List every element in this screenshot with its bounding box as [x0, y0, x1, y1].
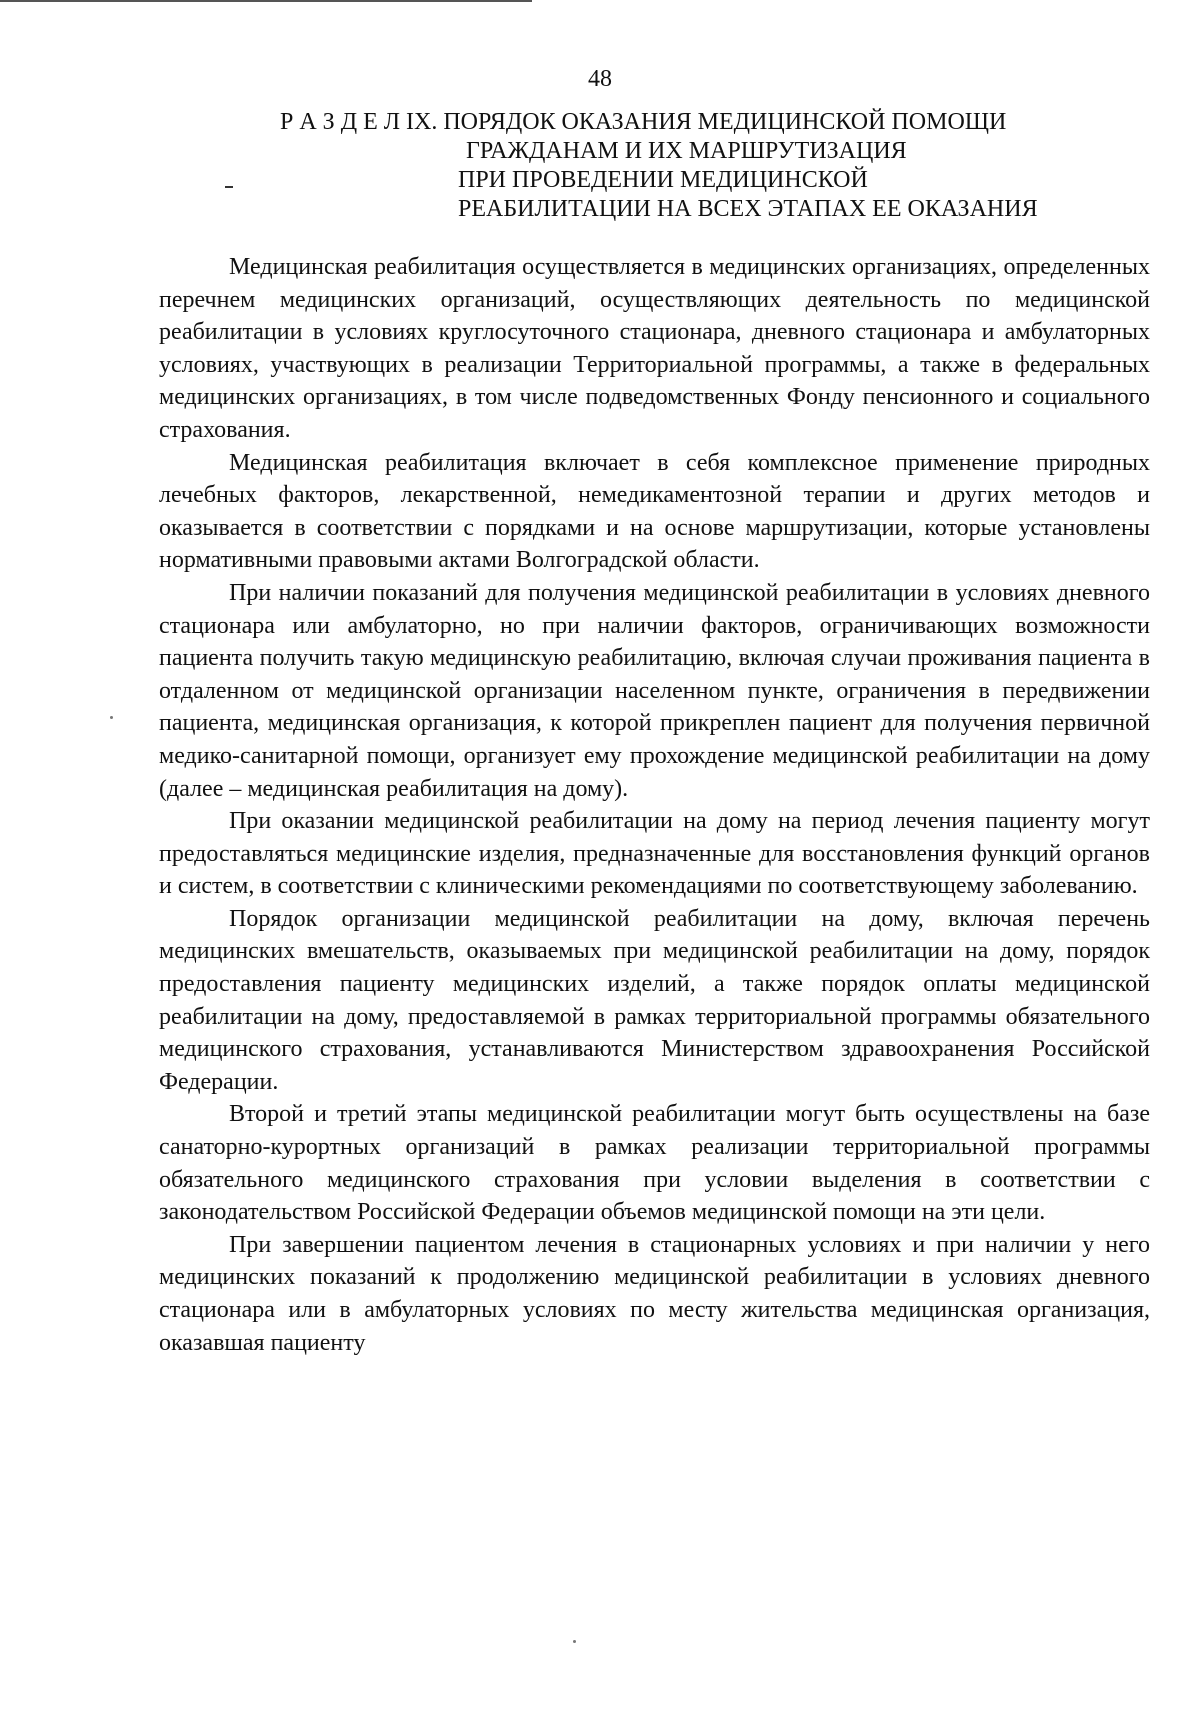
paragraph: При завершении пациентом лечения в стационарных условиях и при наличии у него медицинских показаний к продолжению медицинской реабилитации в условиях дневного стационара или в амбулаторных условиях по месту жительства медицинская организация, оказавшая пациенту	[159, 1231, 1150, 1356]
section-title-line: ГРАЖДАНАМ И ИХ МАРШРУТИЗАЦИЯ	[466, 138, 907, 164]
section-title-line: ПРИ ПРОВЕДЕНИИ МЕДИЦИНСКОЙ	[458, 167, 868, 193]
page-number: 48	[588, 66, 612, 92]
scan-speck	[573, 1640, 576, 1643]
section-title-line: Р А З Д Е Л IX. ПОРЯДОК ОКАЗАНИЯ МЕДИЦИНСКОЙ ПОМОЩИ	[280, 109, 1007, 135]
scan-mark	[225, 186, 233, 188]
paragraph: При наличии показаний для получения медицинской реабилитации в условиях дневного стационара или амбулаторно, но при наличии факторов, ограничивающих возможности пациента получить такую медицинскую реабилитацию, включая случаи проживания пациента в отдаленном от медицинской организации населенном пункте, ограничения в передвижении пациента, медицинская организация, к которой прикреплен пациент для получения первичной медико-санитарной помощи, организует ему прохождение медицинской реабилитации на дому (далее – медицинская реабилитация на дому).	[159, 579, 1150, 802]
section-title-line: РЕАБИЛИТАЦИИ НА ВСЕХ ЭТАПАХ ЕЕ ОКАЗАНИЯ	[458, 196, 1038, 222]
paragraph: Медицинская реабилитация включает в себя комплексное применение природных лечебных факторов, лекарственной, немедикаментозной терапии и других методов и оказывается в соответствии с порядками и на основе маршрутизации, которые установлены нормативными правовыми актами Волгоградской области.	[159, 449, 1150, 574]
paragraph: Второй и третий этапы медицинской реабилитации могут быть осуществлены на базе санаторно-курортных организаций в рамках реализации территориальной программы обязательного медицинского страхования при условии выделения в соответствии с законодательством Российской Федерации объемов медицинской помощи на эти цели.	[159, 1101, 1150, 1226]
body-text	[159, 251, 1150, 1359]
paragraph: Медицинская реабилитация осуществляется в медицинских организациях, определенных перечнем медицинских организаций, осуществляющих деятельность по медицинской реабилитации в условиях круглосуточного стационара, дневного стационара и амбулаторных условиях, участвующих в реализации Территориальной программы, а также в федеральных медицинских организациях, в том числе подведомственных Фонду пенсионного и социального страхования.	[159, 254, 1150, 443]
paragraph: Порядок организации медицинской реабилитации на дому, включая перечень медицинских вмешательств, оказываемых при медицинской реабилитации на дому, порядок предоставления пациенту медицинских изделий, а также порядок оплаты медицинской реабилитации на дому, предоставляемой в рамках территориальной программы обязательного медицинского страхования, устанавливаются Министерством здравоохранения Российской Федерации.	[159, 905, 1150, 1095]
paragraph: При оказании медицинской реабилитации на дому на период лечения пациенту могут предоставляться медицинские изделия, предназначенные для восстановления функций органов и систем, в соответствии с клиническими рекомендациями по соответствующему заболеванию.	[159, 808, 1150, 900]
scan-edge-line	[0, 0, 532, 2]
scan-speck	[110, 716, 113, 719]
